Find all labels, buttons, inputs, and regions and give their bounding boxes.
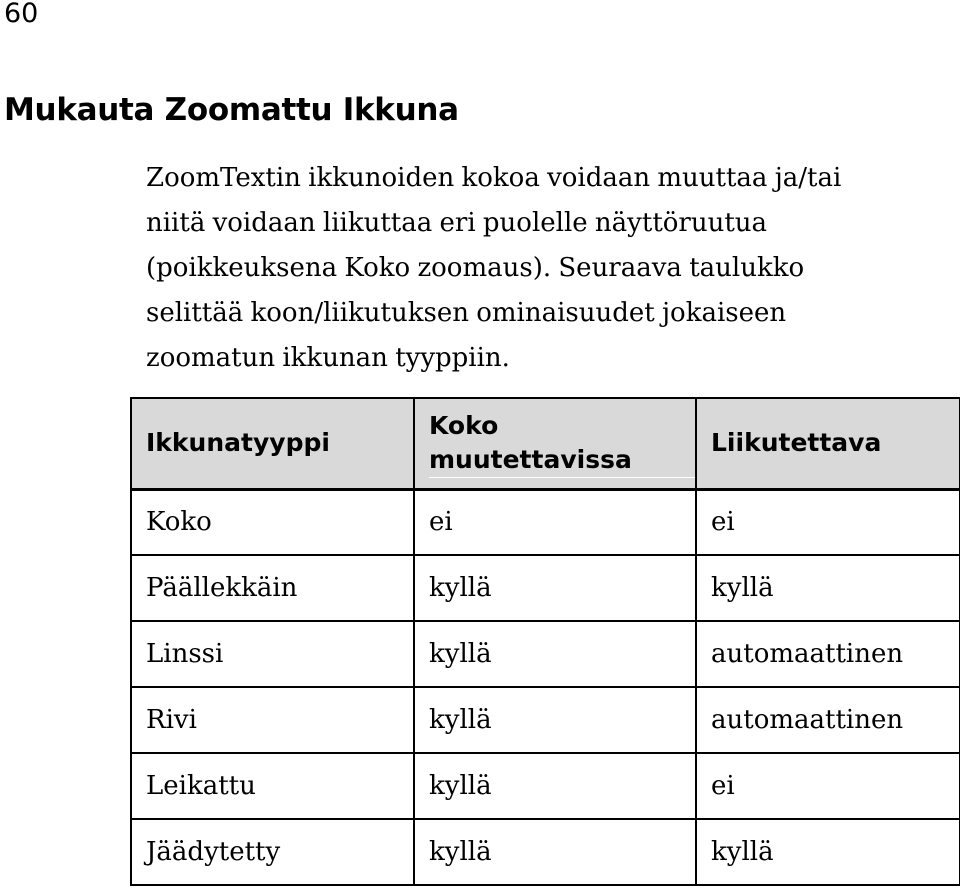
cell-movable: automaattinen	[696, 621, 960, 687]
paragraph-line: zoomatun ikkunan tyyppiin.	[146, 343, 510, 373]
intro-paragraph	[146, 156, 946, 381]
cell-resizable: kyllä	[414, 687, 696, 753]
cell-window-type: Leikattu	[131, 753, 414, 819]
cell-window-type: Linssi	[131, 621, 414, 687]
cell-resizable: kyllä	[414, 819, 696, 885]
table-header-row	[131, 398, 960, 489]
header-resizable: Koko muutettavissa	[414, 398, 696, 489]
table-row	[131, 555, 960, 621]
paragraph-line: selittää koon/liikutuksen ominaisuudet jokaiseen	[146, 298, 787, 328]
table-row	[131, 819, 960, 885]
cell-window-type: Jäädytetty	[131, 819, 414, 885]
table-row	[131, 489, 960, 555]
paragraph-line: (poikkeuksena Koko zoomaus). Seuraava taulukko	[146, 253, 805, 283]
cell-resizable: ei	[414, 489, 696, 555]
paragraph-line: niitä voidaan liikuttaa eri puolelle näyttöruutua	[146, 208, 768, 238]
cell-movable: kyllä	[696, 819, 960, 885]
page-number: 60	[4, 0, 39, 29]
table-row	[131, 621, 960, 687]
section-heading: Mukauta Zoomattu Ikkuna	[4, 92, 459, 128]
paragraph-line: ZoomTextin ikkunoiden kokoa voidaan muuttaa ja/tai	[146, 163, 842, 193]
cell-movable: ei	[696, 753, 960, 819]
cell-window-type: Päällekkäin	[131, 555, 414, 621]
cell-movable: kyllä	[696, 555, 960, 621]
cell-resizable: kyllä	[414, 621, 696, 687]
cell-movable: automaattinen	[696, 687, 960, 753]
cell-resizable: kyllä	[414, 555, 696, 621]
cell-movable: ei	[696, 489, 960, 555]
table-row	[131, 687, 960, 753]
header-window-type: Ikkunatyyppi	[131, 398, 414, 489]
cell-window-type: Rivi	[131, 687, 414, 753]
cell-window-type: Koko	[131, 489, 414, 555]
cell-resizable: kyllä	[414, 753, 696, 819]
window-type-features-table	[130, 397, 960, 886]
header-movable: Liikutettava	[696, 398, 960, 489]
table-row	[131, 753, 960, 819]
